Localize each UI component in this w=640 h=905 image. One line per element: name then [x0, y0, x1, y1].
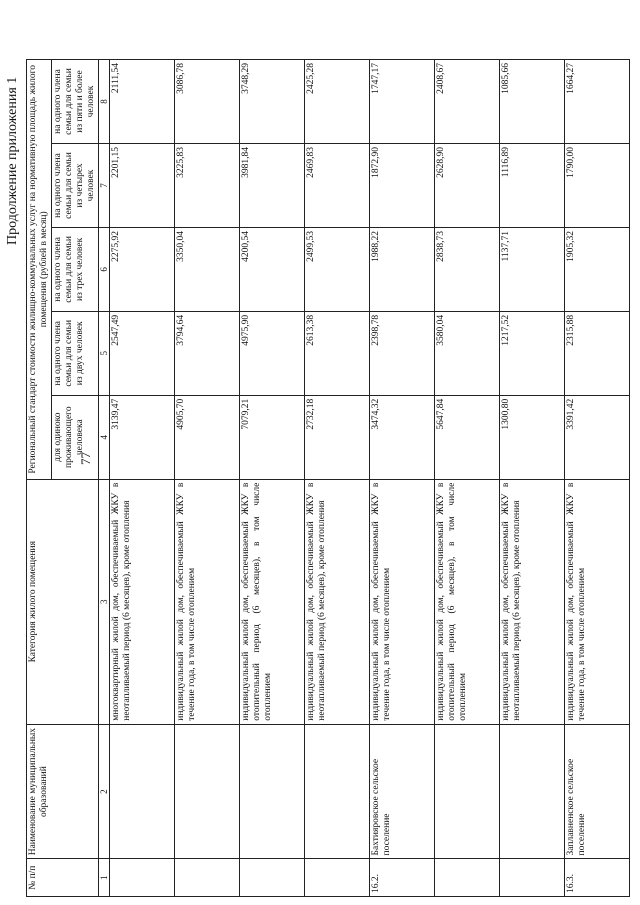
value-cell: 1085,66 — [499, 60, 564, 144]
value-cell: 3748,29 — [239, 60, 304, 144]
value-cell: 1905,32 — [564, 227, 629, 311]
row-category: индивидуальный жилой дом, обеспечиваемый ЖКУ в течение года, в том числе отоплением — [564, 479, 629, 724]
row-municipality: Заплавненское сельское поселение — [564, 724, 629, 859]
value-cell: 2398,78 — [369, 311, 434, 395]
value-cell: 2469,83 — [304, 144, 369, 228]
row-num — [499, 859, 564, 897]
value-cell: 2613,38 — [304, 311, 369, 395]
value-cell: 1747,17 — [369, 60, 434, 144]
value-cell: 1300,80 — [499, 395, 564, 479]
row-municipality — [434, 724, 499, 859]
table-row — [304, 60, 369, 897]
value-cell: 1872,90 — [369, 144, 434, 228]
header-sub-three: на одного члена семьи для семьи из трех человек — [51, 227, 98, 311]
row-municipality — [304, 724, 369, 859]
value-cell: 3391,42 — [564, 395, 629, 479]
row-category: многоквартирный жилой дом, обеспечиваемый ЖКУ в неотапливаемый период (6 месяцев), кроме отопления — [109, 479, 174, 724]
header-num: № п/п — [27, 859, 99, 897]
header-municipality: Наименование муниципальных образований — [27, 724, 99, 859]
value-cell: 3580,04 — [434, 311, 499, 395]
value-cell: 7079,21 — [239, 395, 304, 479]
value-cell: 3981,84 — [239, 144, 304, 228]
value-cell: 4200,54 — [239, 227, 304, 311]
row-num: 16.3. — [564, 859, 629, 897]
col-number: 7 — [98, 144, 109, 228]
row-municipality: Бахтияровское сельское поселение — [369, 724, 434, 859]
row-num — [434, 859, 499, 897]
row-municipality — [499, 724, 564, 859]
header-standard: Региональный стандарт стоимости жилищно-коммунальных услуг на нормативную площадь жилого помещения (рублей в месяц) — [27, 60, 52, 480]
table-row — [499, 60, 564, 897]
value-cell: 3086,78 — [174, 60, 239, 144]
col-number: 2 — [98, 724, 109, 859]
row-municipality — [239, 724, 304, 859]
row-num — [109, 859, 174, 897]
table-row — [239, 60, 304, 897]
column-numbers-row — [98, 60, 109, 897]
row-category: индивидуальный жилой дом, обеспечиваемый ЖКУ в отопительный период (6 месяцев), в том числе отоплением — [239, 479, 304, 724]
value-cell: 3350,04 — [174, 227, 239, 311]
value-cell: 3794,64 — [174, 311, 239, 395]
value-cell: 2732,18 — [304, 395, 369, 479]
value-cell: 4905,70 — [174, 395, 239, 479]
table-row — [109, 60, 174, 897]
col-number: 3 — [98, 479, 109, 724]
header-sub-single: для одиноко проживающего человека — [51, 395, 98, 479]
table-row — [434, 60, 499, 897]
housing-cost-table — [26, 59, 630, 897]
value-cell: 3225,83 — [174, 144, 239, 228]
row-num — [304, 859, 369, 897]
value-cell: 2111,54 — [109, 60, 174, 144]
value-cell: 1664,27 — [564, 60, 629, 144]
value-cell: 3139,47 — [109, 395, 174, 479]
value-cell: 2628,90 — [434, 144, 499, 228]
col-number: 1 — [98, 859, 109, 897]
row-category: индивидуальный жилой дом, обеспечиваемый ЖКУ в течение года, в том числе отоплением — [174, 479, 239, 724]
value-cell: 2499,53 — [304, 227, 369, 311]
table-row — [564, 60, 629, 897]
value-cell: 4975,90 — [239, 311, 304, 395]
col-number: 5 — [98, 311, 109, 395]
value-cell: 1116,89 — [499, 144, 564, 228]
value-cell: 2201,15 — [109, 144, 174, 228]
value-cell: 1988,22 — [369, 227, 434, 311]
row-category: индивидуальный жилой дом, обеспечиваемый ЖКУ в неотапливаемый период (6 месяцев), кроме отопления — [499, 479, 564, 724]
table-row — [174, 60, 239, 897]
value-cell: 2275,92 — [109, 227, 174, 311]
col-number: 4 — [98, 395, 109, 479]
value-cell: 5647,84 — [434, 395, 499, 479]
col-number: 6 — [98, 227, 109, 311]
row-num — [239, 859, 304, 897]
table-row — [369, 60, 434, 897]
col-number: 8 — [98, 60, 109, 144]
row-municipality — [174, 724, 239, 859]
header-sub-two: на одного члена семьи для семьи из двух человек — [51, 311, 98, 395]
value-cell: 1217,52 — [499, 311, 564, 395]
value-cell: 2547,49 — [109, 311, 174, 395]
row-category: индивидуальный жилой дом, обеспечиваемый ЖКУ в отопительный период (6 месяцев), в том числе отоплением — [434, 479, 499, 724]
row-category: индивидуальный жилой дом, обеспечиваемый ЖКУ в течение года, в том числе отоплением — [369, 479, 434, 724]
page-number: 77 — [78, 452, 93, 465]
row-num: 16.2. — [369, 859, 434, 897]
row-num — [174, 859, 239, 897]
value-cell: 1790,00 — [564, 144, 629, 228]
value-cell: 3474,32 — [369, 395, 434, 479]
appendix-title: Продолжение приложения 1 — [5, 76, 20, 245]
header-category: Категория жилого помещения — [27, 479, 99, 724]
header-sub-four: на одного члена семьи для семьи из четырех человек — [51, 144, 98, 228]
value-cell: 2315,88 — [564, 311, 629, 395]
row-municipality — [109, 724, 174, 859]
row-category: индивидуальный жилой дом, обеспечиваемый ЖКУ в неотапливаемый период (6 месяцев), кроме отопления — [304, 479, 369, 724]
value-cell: 2425,28 — [304, 60, 369, 144]
value-cell: 2408,67 — [434, 60, 499, 144]
value-cell: 1137,71 — [499, 227, 564, 311]
value-cell: 2838,73 — [434, 227, 499, 311]
header-sub-five: на одного члена семьи для семьи из пяти и более человек — [51, 60, 98, 144]
